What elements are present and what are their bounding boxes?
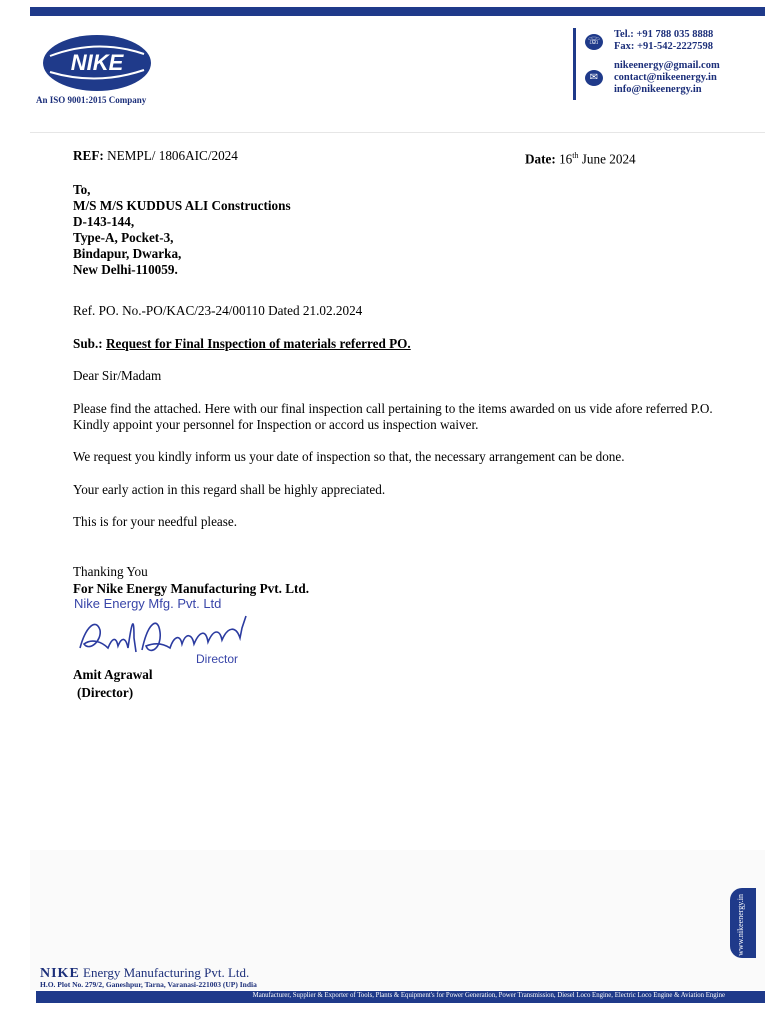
header-top-bar [30, 7, 765, 16]
signer-title: (Director) [77, 685, 134, 700]
date-day: 16 [559, 151, 573, 167]
header-separator [30, 132, 765, 133]
ref-label: REF: [73, 148, 104, 163]
address-line-5: New Delhi-110059. [73, 262, 178, 277]
date-suffix: th [572, 151, 579, 160]
subject-label: Sub.: [73, 336, 103, 351]
date-label: Date: [525, 151, 556, 167]
email-2: contact@nikeenergy.in [614, 72, 717, 83]
subject-text: Request for Final Inspection of materials referred PO. [106, 336, 411, 351]
po-reference: Ref. PO. No.-PO/KAC/23-24/00110 Dated 21.02.2024 [73, 303, 363, 318]
header-divider [573, 28, 576, 100]
website-text: www.nikeenergy.in [736, 894, 745, 956]
ref-line [73, 148, 238, 164]
email-1: nikeenergy@gmail.com [614, 60, 720, 71]
email-icon: ✉ [585, 70, 603, 86]
body-paragraph-2: We request you kindly inform us your date of inspection so that, the necessary arrangement can be done. [73, 449, 625, 464]
body-paragraph-3: Your early action in this regard shall be highly appreciated. [73, 482, 386, 497]
footer-company-bold: NIKE [40, 966, 80, 981]
address-line-4: Bindapur, Dwarka, [73, 246, 182, 261]
address-line-3: Type-A, Pocket-3, [73, 230, 174, 245]
svg-text:NIKE: NIKE [70, 50, 124, 75]
email-3: info@nikeenergy.in [614, 84, 702, 95]
footer-tagline: Manufacturer, Supplier & Exporter of Tools, Plants & Equipment's for Power Generation, Power Transmission, Diesel Loco Engine, Electric Loco Engine & Aviation Engine [252, 992, 725, 999]
phone-contacts [614, 29, 713, 53]
iso-certification: An ISO 9001:2015 Company [36, 95, 147, 105]
address-line-1: M/S M/S KUDDUS ALI Constructions [73, 198, 291, 213]
website-badge [730, 888, 756, 958]
footer-address: H.O. Plot No. 279/2, Ganeshpur, Tarna, Varanasi-221003 (UP) India [40, 980, 257, 989]
salutation: Dear Sir/Madam [73, 368, 162, 383]
phone-icon: ☏ [585, 34, 603, 50]
date-line [525, 148, 636, 167]
date-rest: June 2024 [581, 151, 636, 167]
stamp-title: Director [196, 652, 239, 666]
body-paragraph-4: This is for your needful please. [73, 514, 238, 529]
closing: Thanking You [73, 564, 148, 579]
address-line-2: D-143-144, [73, 214, 135, 229]
body-paragraph-1: Please find the attached. Here with our final inspection call pertaining to the items awarded on us vide afore referred P.O. Kindly appoint your personnel for Inspection or accord us inspection waiver. [73, 401, 713, 432]
subject-line [73, 336, 411, 352]
footer-tagline-bar [36, 991, 765, 1003]
signature-stamp [72, 596, 272, 666]
ref-value: NEMPL/ 1806AIC/2024 [107, 148, 238, 163]
footer-company-rest: Energy Manufacturing Pvt. Ltd. [83, 965, 250, 980]
tel-number: Tel.: +91 788 035 8888 [614, 29, 714, 40]
for-company: For Nike Energy Manufacturing Pvt. Ltd. [73, 581, 310, 596]
stamp-company: Nike Energy Mfg. Pvt. Ltd [74, 596, 222, 611]
to-label: To, [73, 182, 91, 197]
nike-logo [42, 34, 152, 92]
signer-name: Amit Agrawal [73, 667, 153, 682]
fax-number: Fax: +91-542-2227598 [614, 41, 714, 52]
email-contacts [614, 60, 720, 96]
